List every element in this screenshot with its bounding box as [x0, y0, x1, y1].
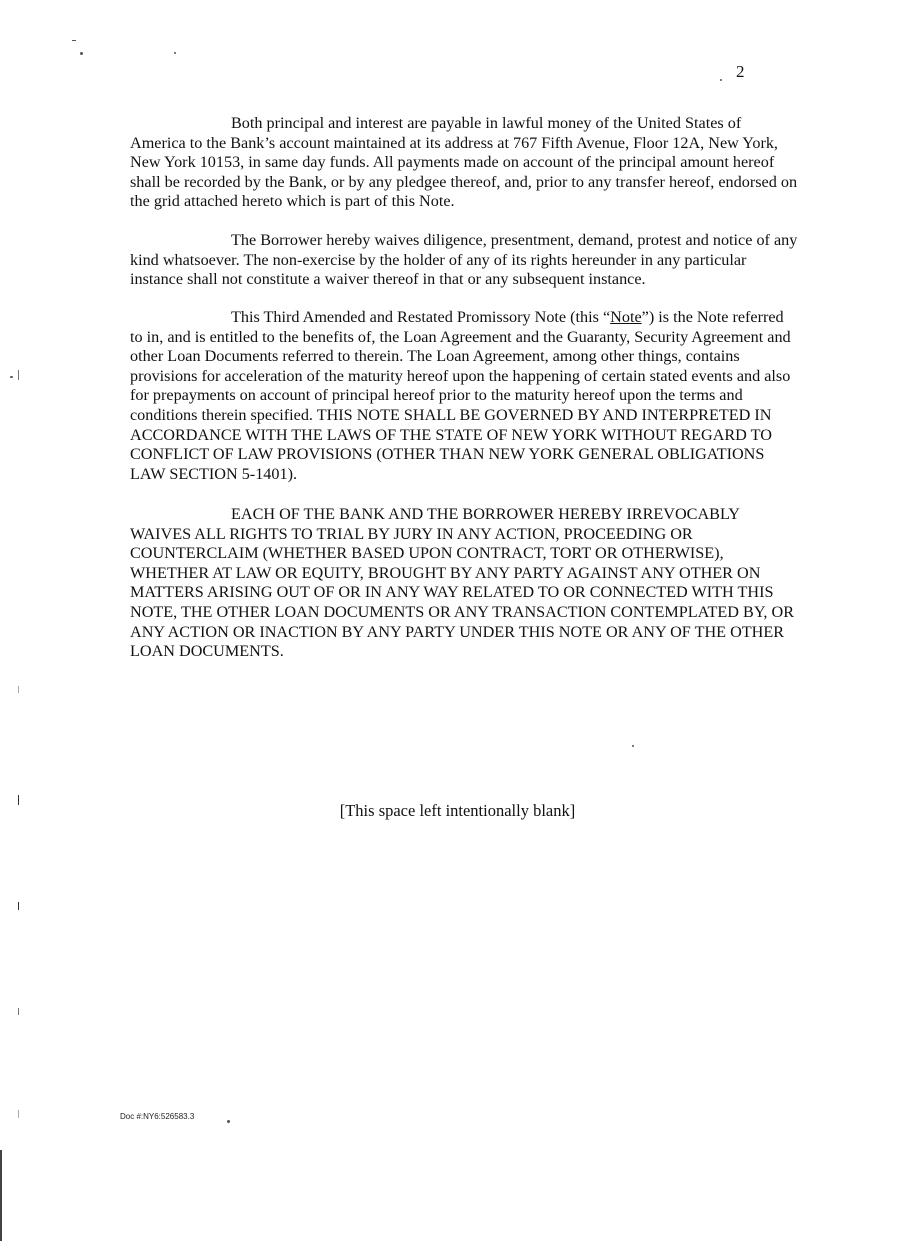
scan-left-edge-line — [0, 1150, 2, 1241]
scan-speck — [632, 745, 634, 747]
governing-law-paragraph — [130, 308, 800, 484]
scan-speck — [72, 40, 76, 41]
waiver-paragraph: The Borrower hereby waives diligence, presentment, demand, protest and notice of any kind whatsoever. The non-exercise by the holder of any of its rights hereunder in any particular instance shall not constitute a waiver thereof in that or any subsequent instance. — [130, 231, 798, 289]
governing-law-text-after: ”) is the Note referred to in, and is entitled to the benefits of, the Loan Agreement and the Guaranty, Security Agreement and other Loan Documents referred to therein. The Loan Agreement, among other things, contains provisions for acceleration of the maturity hereof upon the happening of certain stated events and also for prepayments on account of principal hereof prior to the maturity hereof upon the terms and conditions therein specified. THIS NOTE SHALL BE GOVERNED BY AND INTERPRETED IN ACCORDANCE WITH THE LAWS OF THE STATE OF NEW YORK WITHOUT REGARD TO CONFLICT OF LAW PROVISIONS (OTHER THAN NEW YORK GENERAL OBLIGATIONS LAW SECTION 5-1401). — [130, 308, 791, 483]
scan-speck — [10, 376, 13, 378]
governing-law-text-before: This Third Amended and Restated Promissory Note (this “ — [231, 308, 611, 326]
scan-edge-mark — [18, 902, 19, 910]
scan-edge-mark — [18, 686, 19, 693]
scan-edge-mark — [18, 1110, 19, 1118]
scan-speck — [720, 79, 722, 81]
scan-speck — [80, 52, 83, 55]
jury-waiver-paragraph: EACH OF THE BANK AND THE BORROWER HEREBY IRREVOCABLY WAIVES ALL RIGHTS TO TRIAL BY JURY IN ANY ACTION, PROCEEDING OR COUNTERCLAIM (WHETHER BASED UPON CONTRACT, TORT OR OTHERWISE), WHETHER AT LAW OR EQUITY, BROUGHT BY ANY PARTY AGAINST ANY OTHER ON MATTERS ARISING OUT OF OR IN ANY WAY RELATED TO OR CONNECTED WITH THIS NOTE, THE OTHER LOAN DOCUMENTS OR ANY TRANSACTION CONTEMPLATED BY, OR ANY ACTION OR INACTION BY ANY PARTY UNDER THIS NOTE OR ANY OF THE OTHER LOAN DOCUMENTS. — [130, 505, 794, 661]
scan-edge-mark — [18, 1008, 19, 1015]
blank-space-notice: [This space left intentionally blank] — [339, 801, 576, 820]
scan-speck — [174, 52, 176, 54]
scan-edge-mark — [18, 370, 19, 380]
document-id-footer: Doc #:NY6:526583.3 — [120, 1112, 195, 1121]
note-defined-term: Note — [610, 308, 642, 326]
scan-edge-mark — [18, 795, 19, 805]
payment-terms-paragraph: Both principal and interest are payable in lawful money of the United States of America to the Bank’s account maintained at its address at 767 Fifth Avenue, Floor 12A, New York, New York 10153, in same day funds. All payments made on account of the principal amount hereof shall be recorded by the Bank, or by any pledgee thereof, and, prior to any transfer hereof, endorsed on the grid attached hereto which is part of this Note. — [130, 114, 798, 211]
scan-speck — [227, 1120, 230, 1123]
page-number: 2 — [736, 62, 745, 81]
